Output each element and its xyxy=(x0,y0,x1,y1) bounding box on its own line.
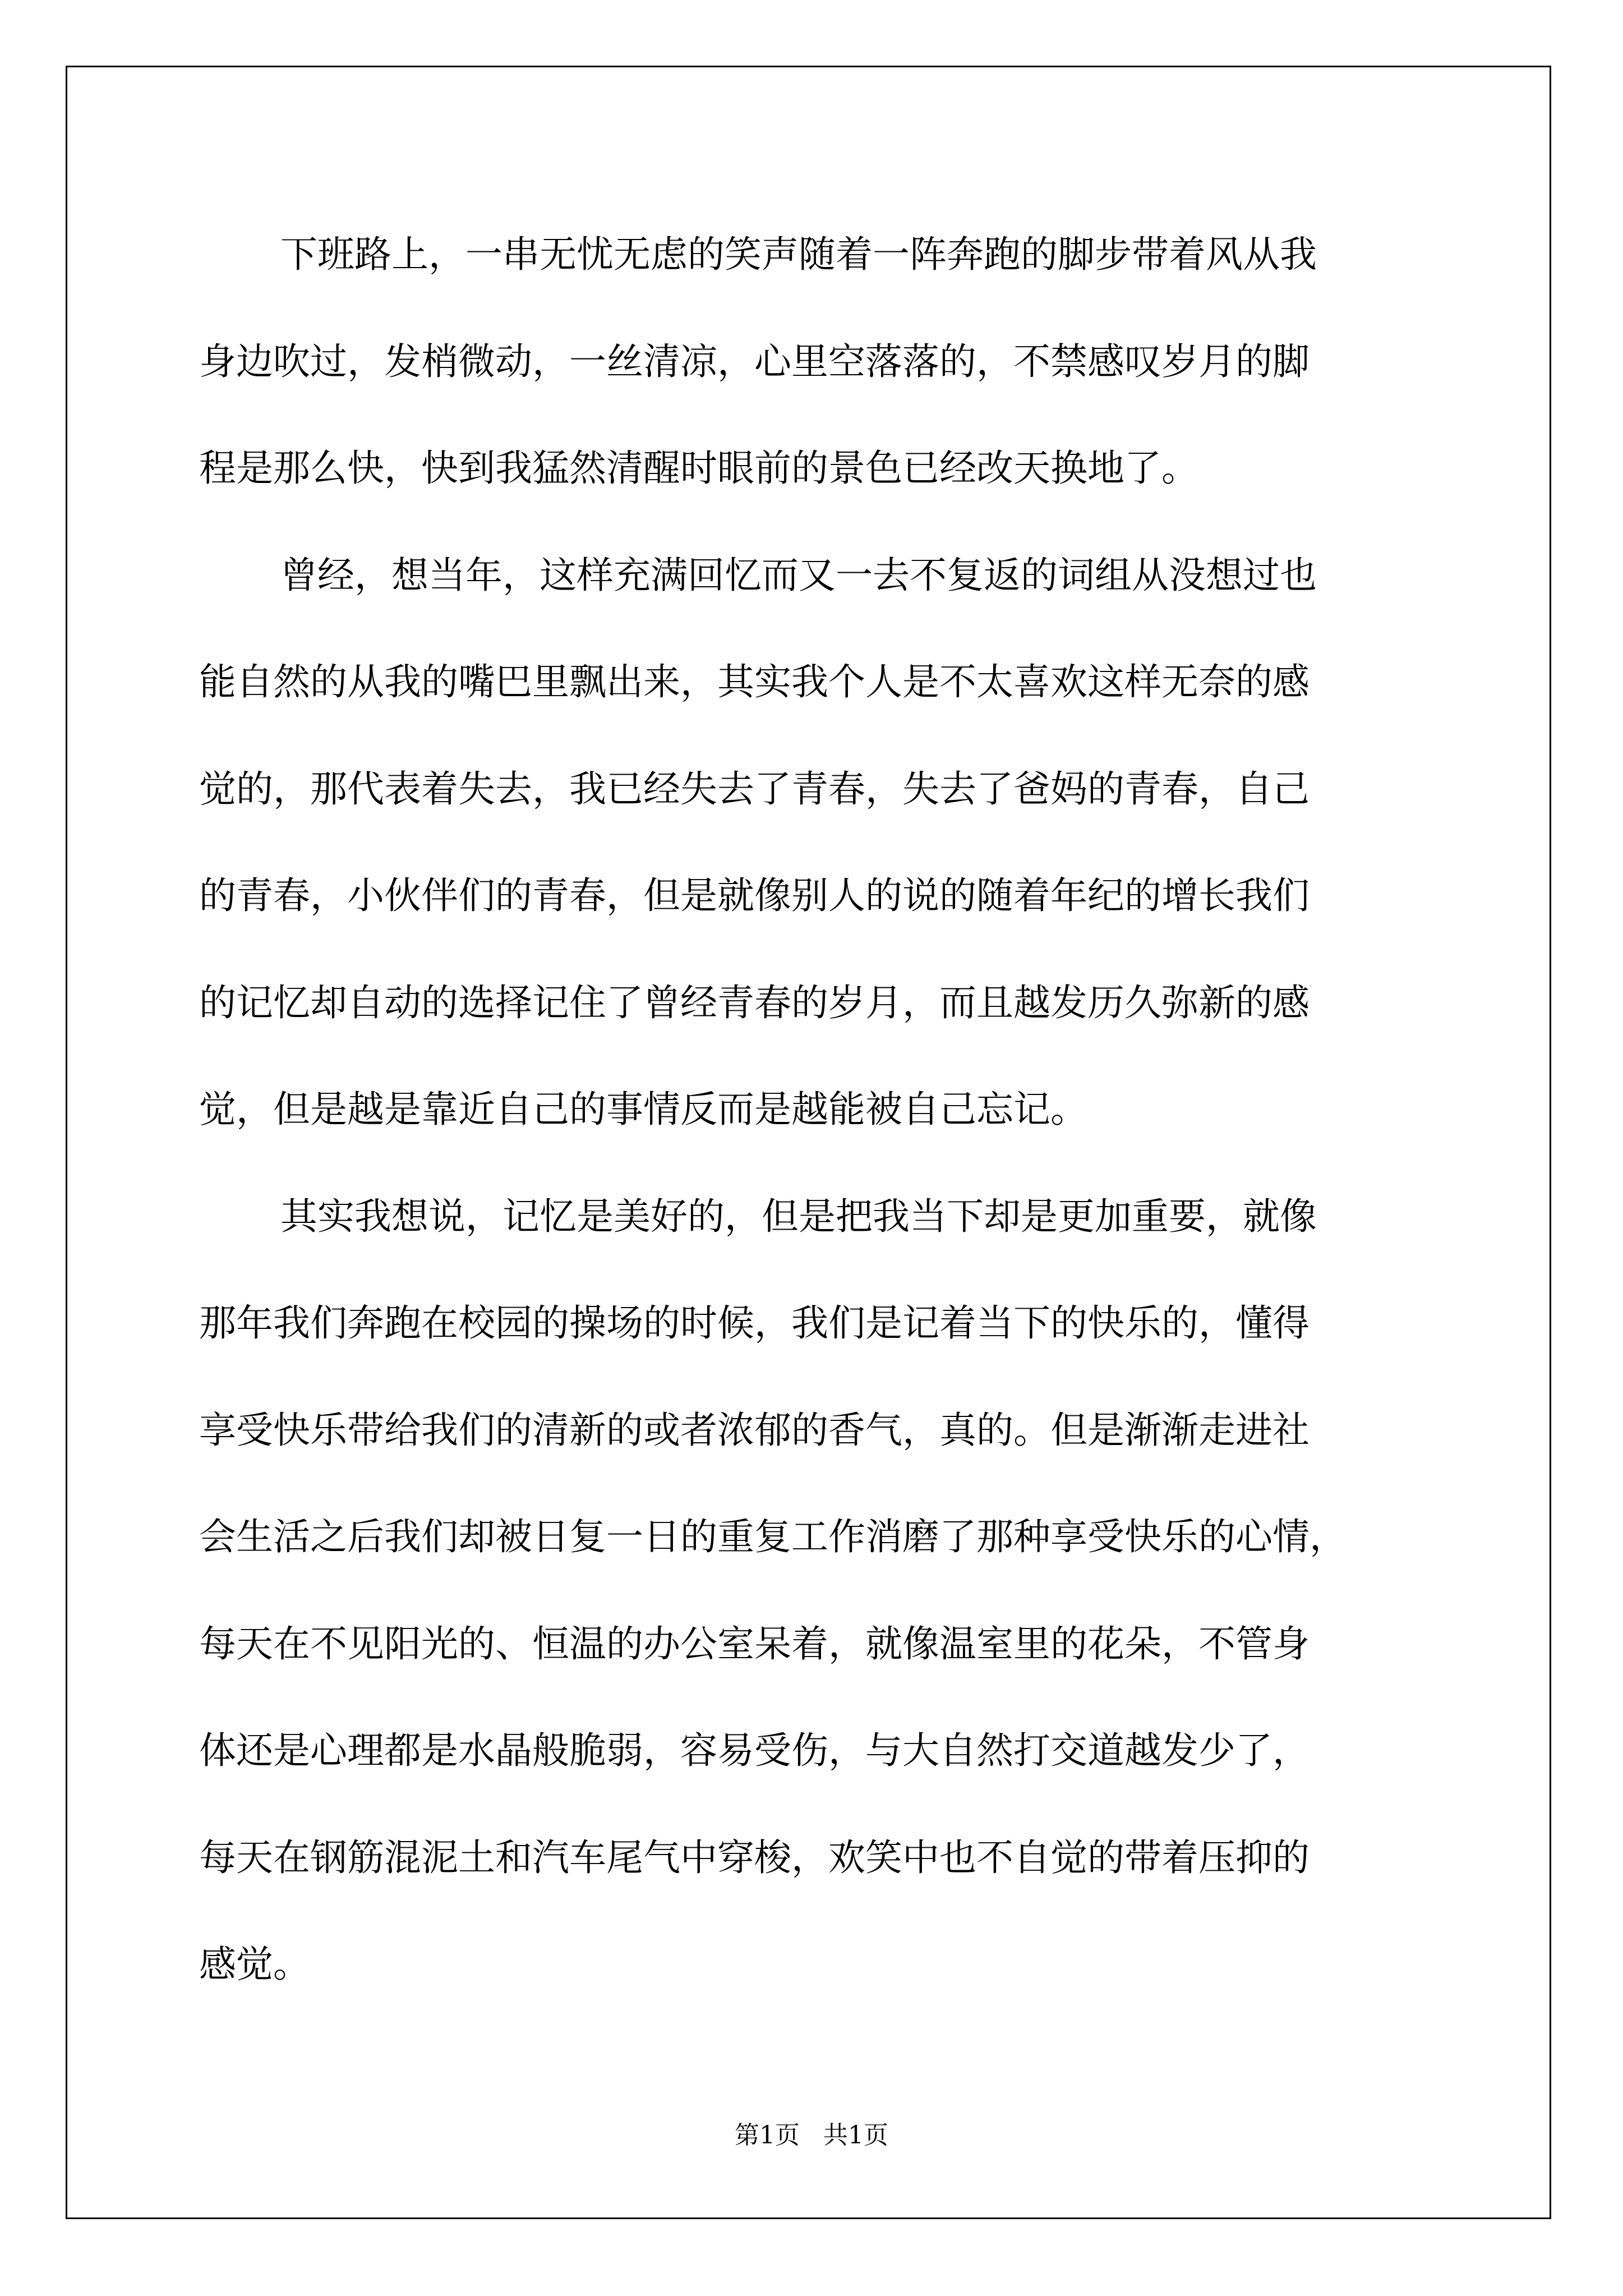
paragraph-2-line-3: 觉的，那代表着失去，我已经失去了青春，失去了爸妈的青春，自己 xyxy=(199,767,1310,811)
paragraph-1-line-3: 程是那么快，快到我猛然清醒时眼前的景色已经改天换地了。 xyxy=(199,447,1198,490)
paragraph-2-line-5: 的记忆却自动的选择记住了曾经青春的岁月，而且越发历久弥新的感 xyxy=(199,981,1310,1024)
page-border xyxy=(66,66,1551,2219)
paragraph-3-line-1: 其实我想说，记忆是美好的，但是把我当下却是更加重要，就像 xyxy=(280,1195,1317,1238)
page-number-footer: 第1页 共1页 xyxy=(735,2121,888,2150)
paragraph-3-line-4: 会生活之后我们却被日复一日的重复工作消磨了那种享受快乐的心情， xyxy=(199,1515,1347,1558)
paragraph-1-line-1: 下班路上，一串无忧无虑的笑声随着一阵奔跑的脚步带着风从我 xyxy=(280,233,1317,276)
paragraph-2-line-4: 的青春，小伙伴们的青春，但是就像别人的说的随着年纪的增长我们 xyxy=(199,874,1310,917)
paragraph-3-line-8: 感觉。 xyxy=(199,1943,310,1986)
paragraph-2-line-2: 能自然的从我的嘴巴里飘出来，其实我个人是不太喜欢这样无奈的感 xyxy=(199,660,1310,703)
paragraph-3-line-7: 每天在钢筋混泥土和汽车尾气中穿梭，欢笑中也不自觉的带着压抑的 xyxy=(199,1836,1310,1879)
paragraph-2-line-6: 觉，但是越是靠近自己的事情反而是越能被自己忘记。 xyxy=(199,1088,1087,1131)
paragraph-1-line-2: 身边吹过，发梢微动，一丝清凉，心里空落落的，不禁感叹岁月的脚 xyxy=(199,340,1310,383)
paragraph-3-line-6: 体还是心理都是水晶般脆弱，容易受伤，与大自然打交道越发少了， xyxy=(199,1729,1310,1772)
paragraph-3-line-2: 那年我们奔跑在校园的操场的时候，我们是记着当下的快乐的，懂得 xyxy=(199,1301,1310,1345)
paragraph-2-line-1: 曾经，想当年，这样充满回忆而又一去不复返的词组从没想过也 xyxy=(280,554,1317,597)
paragraph-3-line-3: 享受快乐带给我们的清新的或者浓郁的香气，真的。但是渐渐走进社 xyxy=(199,1409,1310,1452)
paragraph-3-line-5: 每天在不见阳光的、恒温的办公室呆着，就像温室里的花朵，不管身 xyxy=(199,1622,1310,1665)
